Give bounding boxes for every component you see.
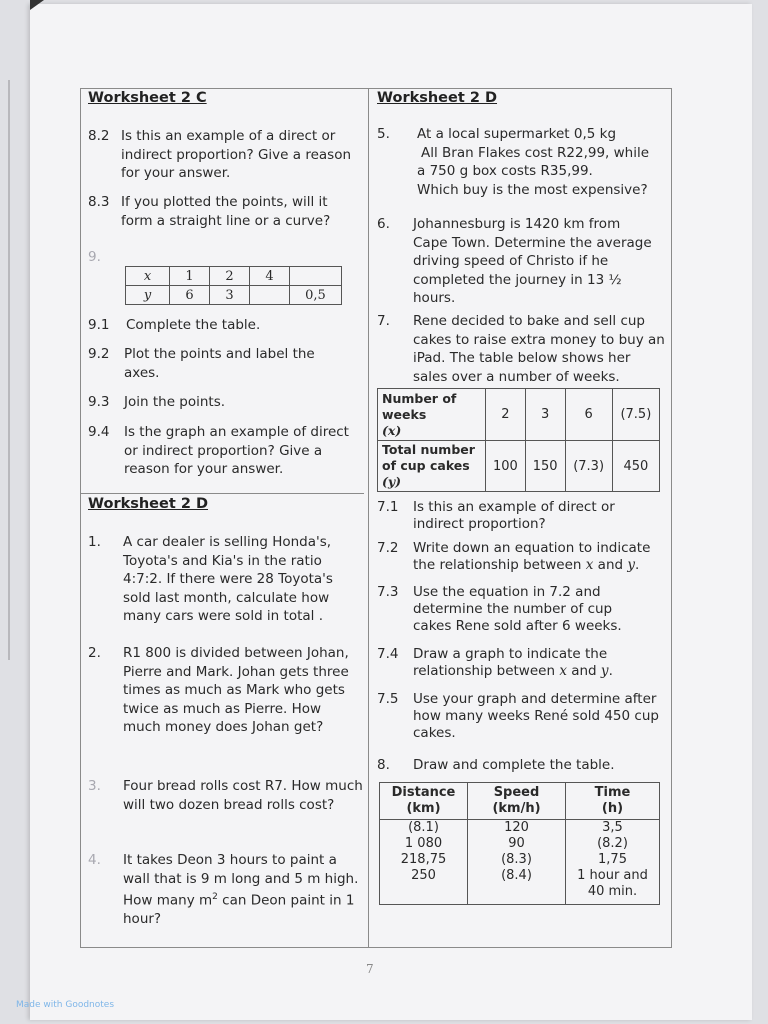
- question-text: Is this an example of direct or indirect proportion?: [413, 499, 615, 532]
- question-text: Complete the table.: [126, 317, 261, 333]
- table-cell: (7.3): [565, 441, 612, 492]
- table-cell: 6: [565, 389, 612, 441]
- question-number: 7.2: [377, 540, 399, 556]
- table-cell: 100: [486, 441, 526, 492]
- header-label: Time: [594, 785, 631, 800]
- text-line: a 750 g box costs R35,99.: [417, 163, 593, 179]
- text-part: It takes Deon 3 hours to paint a wall that is 9 m long and 5 m high. How many m: [123, 852, 359, 909]
- text-part: .: [635, 557, 640, 573]
- table-cell: 150: [525, 441, 565, 492]
- table-cell: 218,75: [400, 852, 447, 867]
- question-number: 8.: [377, 757, 390, 773]
- text-part: Write down an equation to indicate the relationship between: [413, 540, 651, 573]
- table-row: [378, 389, 660, 441]
- text-part: Draw a graph to indicate the relationship between: [413, 646, 608, 679]
- question-number: 6.: [377, 216, 390, 232]
- text-line: Which buy is the most expensive?: [417, 181, 648, 198]
- table-cell: 1: [170, 267, 210, 286]
- header-label: Speed: [493, 785, 540, 800]
- x-label: x: [126, 267, 170, 286]
- text-line: All Bran Flakes cost R22,99, while: [421, 144, 650, 161]
- column-header-time: [566, 783, 660, 820]
- header-unit: (km): [406, 801, 441, 816]
- column-header-distance: [380, 783, 468, 820]
- goodnotes-watermark: Made with Goodnotes: [16, 1000, 115, 1010]
- text-part: can Deon paint in 1 hour?: [123, 892, 355, 927]
- table-cell: 250: [411, 868, 436, 883]
- text-part: .: [608, 663, 613, 679]
- distance-speed-time-table: [379, 782, 660, 905]
- row-label: Number of weeks: [382, 390, 457, 422]
- question-text: Use the equation in 7.2 and determine the number of cup cakes Rene sold after 6 weeks.: [413, 584, 622, 634]
- question-text: [413, 540, 667, 574]
- page-edge-line: [8, 80, 10, 660]
- xy-table: [125, 266, 342, 305]
- variable-y: y: [627, 557, 636, 573]
- question-text: Johannesburg is 1420 km from Cape Town. Determine the average driving speed of Christo if he completed the journey in 13 ½ hours.: [413, 216, 652, 306]
- question-number: 4.: [88, 852, 101, 868]
- question-number: 7.: [377, 313, 390, 329]
- table-cell: (8.3): [501, 852, 532, 867]
- question-number: 7.1: [377, 499, 399, 515]
- table-cell: 1 hour and: [577, 868, 648, 883]
- question-number: 2.: [88, 645, 101, 661]
- table-cell: 2: [486, 389, 526, 441]
- question-text: Draw and complete the table.: [413, 757, 615, 773]
- variable-x: x: [585, 557, 594, 573]
- question-text: Plot the points and label the axes.: [124, 346, 315, 381]
- question-text: Join the points.: [124, 394, 226, 410]
- question-text: A car dealer is selling Honda's, Toyota's and Kia's in the ratio 4:7:2. If there were 28 Toyota's sold last month, calculate how many cars were sold in total .: [123, 534, 333, 624]
- table-cell: 3: [525, 389, 565, 441]
- row-header: [378, 441, 486, 492]
- table-row: [126, 286, 342, 305]
- cupcake-sales-table: [377, 388, 660, 492]
- table-cell: 1 080: [404, 836, 443, 851]
- question-number: 7.3: [377, 584, 399, 600]
- question-text: [123, 851, 363, 929]
- header-unit: (km/h): [492, 801, 541, 816]
- variable-x: x: [559, 663, 567, 679]
- question-number: 1.: [88, 534, 101, 550]
- question-number: 9.3: [88, 394, 110, 410]
- table-cell: 450: [612, 441, 659, 492]
- table-row: [126, 267, 342, 286]
- table-cell: (8.4): [501, 868, 532, 883]
- question-number: 9.4: [88, 424, 110, 440]
- question-number: 9.1: [88, 317, 110, 333]
- header-unit: (h): [601, 801, 624, 816]
- speed-column: [468, 820, 566, 905]
- table-cell: [250, 286, 290, 305]
- question-text: If you plotted the points, will it form a straight line or a curve?: [121, 194, 331, 229]
- table-row: [380, 820, 660, 905]
- page-number: 7: [366, 962, 374, 976]
- text-part: and: [593, 557, 628, 573]
- distance-column: [380, 820, 468, 905]
- question-number: 5.: [377, 126, 390, 142]
- text-part: and: [566, 663, 601, 679]
- time-column: [566, 820, 660, 905]
- table-cell: 40 min.: [587, 884, 638, 899]
- table-cell: (8.1): [408, 820, 439, 835]
- table-cell: 2: [210, 267, 250, 286]
- question-number: 8.2: [88, 128, 110, 144]
- variable-y: y: [600, 663, 609, 679]
- question-number: 9.: [88, 249, 101, 265]
- table-cell: 4: [250, 267, 290, 286]
- question-text: Is the graph an example of direct or indirect proportion? Give a reason for your answer.: [124, 424, 349, 477]
- corner-mark: [30, 0, 44, 10]
- column-divider: [368, 88, 369, 948]
- question-text: R1 800 is divided between Johan, Pierre and Mark. Johan gets three times as much as Mark who gets twice as much as Pierre. How much money does Johan get?: [123, 645, 349, 735]
- worksheet-2c-title: Worksheet 2 C: [88, 90, 207, 106]
- column-header-speed: [468, 783, 566, 820]
- question-number: 3.: [88, 778, 101, 794]
- section-divider: [80, 493, 364, 494]
- text-line: At a local supermarket 0,5 kg: [417, 126, 617, 142]
- row-variable: (x): [382, 422, 402, 438]
- question-text: Four bread rolls cost R7. How much will two dozen bread rolls cost?: [123, 778, 363, 813]
- row-header: [378, 389, 486, 441]
- question-number: 7.4: [377, 646, 399, 662]
- question-text: Is this an example of a direct or indirect proportion? Give a reason for your answer.: [121, 128, 352, 181]
- table-cell: (7.5): [612, 389, 659, 441]
- question-number: 9.2: [88, 346, 110, 362]
- row-variable: (y): [382, 474, 402, 489]
- superscript: 2: [212, 892, 218, 902]
- table-cell: 90: [508, 836, 525, 851]
- worksheet-2d-title-left: Worksheet 2 D: [88, 496, 209, 512]
- table-cell: 6: [170, 286, 210, 305]
- table-header-row: [380, 783, 660, 820]
- table-cell: 3,5: [602, 820, 623, 835]
- question-text: [413, 646, 653, 680]
- question-number: 8.3: [88, 194, 110, 210]
- row-label: Total number of cup cakes: [382, 442, 475, 473]
- question-number: 7.5: [377, 691, 399, 707]
- worksheet-2d-title: Worksheet 2 D: [377, 90, 498, 106]
- y-label: y: [126, 286, 170, 305]
- table-cell: 0,5: [290, 286, 342, 305]
- question-text: Use your graph and determine after how many weeks René sold 450 cup cakes.: [413, 691, 659, 741]
- table-cell: [290, 267, 342, 286]
- question-text: [417, 125, 667, 199]
- question-text: Rene decided to bake and sell cup cakes to raise extra money to buy an iPad. The table below shows her sales over a number of weeks.: [413, 313, 665, 385]
- table-cell: 120: [504, 820, 529, 835]
- table-cell: 3: [210, 286, 250, 305]
- table-cell: (8.2): [597, 836, 628, 851]
- header-label: Distance: [391, 785, 456, 800]
- table-row: [378, 441, 660, 492]
- table-cell: 1,75: [598, 852, 627, 867]
